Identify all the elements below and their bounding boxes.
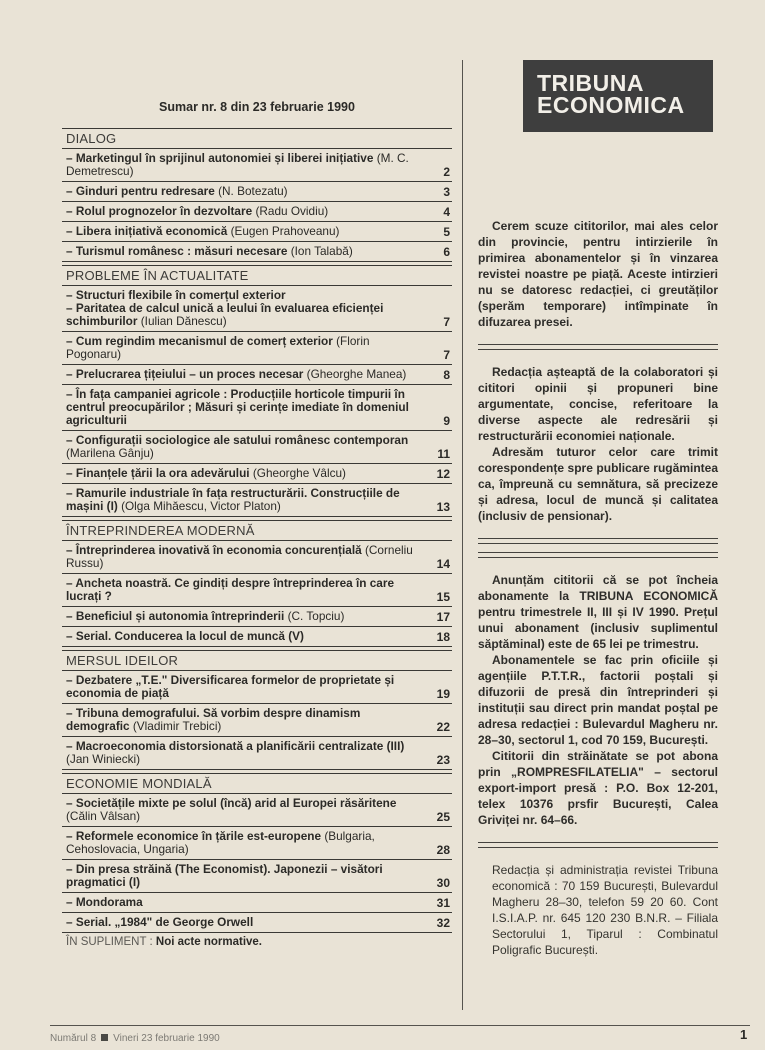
toc-entry-page: 9 xyxy=(443,414,450,428)
toc-entry-author: (Vladimir Trebici) xyxy=(132,719,222,733)
administration-note xyxy=(478,862,718,958)
masthead-line2: ECONOMICA xyxy=(537,92,685,118)
toc-entry-author: (C. Topciu) xyxy=(287,609,345,623)
toc-entry-page: 23 xyxy=(436,753,450,767)
toc-entry[interactable] xyxy=(62,627,452,647)
toc-entry-author: (Eugen Prahoveanu) xyxy=(230,224,340,238)
toc-entry-title: – Finanțele țării la ora adevărului xyxy=(66,466,250,480)
toc-entry-title: – Din presa străină (The Economist). Japonezii – visători pragmatici (I) xyxy=(66,862,383,889)
toc-entry-author: (Olga Mihăescu, Victor Platon) xyxy=(121,499,281,513)
toc-entry-title: – Macroeconomia distorsionată a planificării centralizate (III) xyxy=(66,739,405,753)
toc-entry-title: – Rolul prognozelor în dezvoltare xyxy=(66,204,253,218)
toc-entry-author: (M. C. Demetrescu) xyxy=(66,151,409,178)
toc-entry-page: 30 xyxy=(436,876,450,890)
toc-entry-author: (Jan Winiecki) xyxy=(66,752,141,766)
toc-entry-title: – Serial. Conducerea la locul de muncă (V) xyxy=(66,629,304,643)
notice-apology xyxy=(478,218,718,330)
toc-entry-title: – Structuri flexibile în comerțul exterior – Paritatea de calcul unică a leului în evaluarea eficienței schimburilor xyxy=(66,288,384,328)
toc-entry[interactable] xyxy=(62,222,452,242)
toc-entry[interactable] xyxy=(62,385,452,431)
notices-column xyxy=(478,60,718,958)
page-number: 1 xyxy=(740,1027,748,1042)
toc-entry-title: – Ginduri pentru redresare xyxy=(66,184,215,198)
toc-entry[interactable] xyxy=(62,704,452,737)
column-divider xyxy=(462,60,463,1010)
toc-entry[interactable] xyxy=(62,671,452,704)
toc-entry-page: 18 xyxy=(436,630,450,644)
toc-entry[interactable] xyxy=(62,431,452,464)
notice-editorial-p1: Redacția așteaptă de la colaboratori și cititori opinii și propuneri bine argumentate, concise, referitoare la diverse aspecte ale redresării și restructurării economiei naționale. xyxy=(478,365,718,443)
toc-entry-title: – Mondorama xyxy=(66,895,143,909)
toc-entry-title: – Dezbatere „T.E." Diversificarea formelor de proprietate și economia de piață xyxy=(66,673,395,700)
toc-entry-title: – Ramurile industriale în fața restructurării. Construcțiile de mașini (I) xyxy=(66,486,400,513)
toc-entry-author: (Marilena Gânju) xyxy=(66,446,154,460)
toc-entry-title: – Serial. „1984" de George Orwell xyxy=(66,915,254,929)
issue-date: Vineri 23 februarie 1990 xyxy=(113,1033,220,1044)
toc-entry-page: 6 xyxy=(443,245,450,259)
masthead-logo xyxy=(523,60,713,132)
toc-entry-author: (Florin Pogonaru) xyxy=(66,334,370,361)
supliment-note xyxy=(62,936,452,948)
toc-entry-page: 14 xyxy=(436,557,450,571)
toc-entry-page: 12 xyxy=(436,467,450,481)
toc-entry[interactable] xyxy=(62,827,452,860)
supliment-text: Noi acte normative. xyxy=(155,936,262,948)
toc-entry[interactable] xyxy=(62,484,452,517)
toc-entry-title: – Configurații sociologice ale satului românesc contemporan xyxy=(66,433,409,447)
toc-entry[interactable] xyxy=(62,365,452,385)
toc-entry-page: 19 xyxy=(436,687,450,701)
toc-entry-page: 32 xyxy=(436,916,450,930)
toc-entry[interactable] xyxy=(62,607,452,627)
toc-entry-title: – Reformele economice în țările est-europene xyxy=(66,829,322,843)
double-rule xyxy=(478,842,718,848)
toc-entry-page: 31 xyxy=(436,896,450,910)
toc-entry-title: – Tribuna demografului. Să vorbim despre dinamism demografic xyxy=(66,706,361,733)
toc-entry-author: (Bulgaria, Cehoslovacia, Ungaria) xyxy=(66,829,375,856)
toc-section-heading: MERSUL IDEILOR xyxy=(62,650,452,671)
toc-entry[interactable] xyxy=(62,541,452,574)
toc-entry-title: – Societățile mixte pe solul (încă) arid al Europei răsăritene xyxy=(66,796,397,810)
notice-editorial-p2: Adresăm tuturor celor care trimit corespondențe spre publicare rugămintea ca, împreună cu semnătura, să precizeze și adresa, locul de muncă și calitatea (inclusiv de pensionar). xyxy=(478,445,718,523)
toc-entry[interactable] xyxy=(62,202,452,222)
toc-entry-title: – Beneficiul și autonomia întreprinderii xyxy=(66,609,285,623)
toc-entry-page: 8 xyxy=(443,368,450,382)
footer xyxy=(50,1033,220,1044)
toc-entry-page: 22 xyxy=(436,720,450,734)
toc-entry-author: (Corneliu Russu) xyxy=(66,543,413,570)
notice-subscriptions xyxy=(478,572,718,828)
toc-entry-author: (Radu Ovidiu) xyxy=(255,204,329,218)
notice-subscriptions-p1: Anunțăm cititorii că se pot încheia abonamente la TRIBUNA ECONOMICĂ pentru trimestrele II, III și IV 1990. Prețul unui abonament (inclusiv suplimentul săptăminal) este de 65 lei pe trimestru. xyxy=(478,573,718,651)
toc-entry-title: – În fața campaniei agricole : Producțiile horticole timpurii în centrul preocupărilor ; Măsuri și cerințe imediate în domeniul agriculturii xyxy=(66,387,409,427)
toc-entry-page: 11 xyxy=(437,447,450,461)
toc-entry-title: – Libera inițiativă economică xyxy=(66,224,228,238)
toc-entry-author: (N. Botezatu) xyxy=(218,184,288,198)
table-of-contents xyxy=(62,100,452,948)
toc-entry-page: 7 xyxy=(443,348,450,362)
toc-entry[interactable] xyxy=(62,182,452,202)
toc-entry-title: – Marketingul în sprijinul autonomiei și liberei inițiative xyxy=(66,151,374,165)
notice-subscriptions-p3: Cititorii din străinătate se pot abona prin „ROMPRESFILATELIA" – sectorul export-import presă : P.O. Box 12-201, telex 10376 prsfir București, Calea Griviței nr. 64–66. xyxy=(478,749,718,827)
double-rule xyxy=(478,538,718,544)
notice-subscriptions-p2: Abonamentele se fac prin oficiile și agențiile P.T.T.R., factorii poștali și difuzorii de presă din întreprinderi și instituții sau direct prin mandat poștal pe adresa redacției : Bulevardul Magheru nr. 28–30, sectorul 1, cod 70 159, București. xyxy=(478,653,718,747)
toc-entry-page: 7 xyxy=(443,315,450,329)
toc-entry[interactable] xyxy=(62,242,452,262)
toc-entry-author: (Gheorghe Manea) xyxy=(306,367,407,381)
toc-entry-page: 28 xyxy=(436,843,450,857)
masthead-line1: TRIBUNA xyxy=(537,70,644,96)
toc-section-heading: PROBLEME ÎN ACTUALITATE xyxy=(62,265,452,286)
toc-entry-author: (Călin Vâlsan) xyxy=(66,809,141,823)
footer-rule xyxy=(50,1025,750,1026)
toc-entry-page: 25 xyxy=(436,810,450,824)
toc-entry-page: 17 xyxy=(436,610,450,624)
toc-section-heading: DIALOG xyxy=(62,128,452,149)
toc-entry-page: 15 xyxy=(436,590,450,604)
toc-entry-page: 13 xyxy=(436,500,450,514)
double-rule xyxy=(478,344,718,350)
double-rule xyxy=(478,552,718,558)
toc-section-heading: ÎNTREPRINDEREA MODERNĂ xyxy=(62,520,452,541)
issue-number: Numărul 8 xyxy=(50,1033,97,1044)
toc-entry-page: 4 xyxy=(443,205,450,219)
square-bullet-icon xyxy=(101,1034,108,1041)
toc-entry[interactable] xyxy=(62,860,452,893)
toc-entry[interactable] xyxy=(62,574,452,607)
toc-entry-title: – Întreprinderea inovativă în economia concurențială xyxy=(66,543,362,557)
notice-editorial xyxy=(478,364,718,524)
notice-apology-text: Cerem scuze cititorilor, mai ales celor din provincie, pentru intirzierile în primirea abonamentelor și în vinzarea revistei noastre pe piață. Aceste intirzieri nu se datoresc redacției, ci greutăților (sperăm temporare) intîmpinate în difuzarea presei. xyxy=(478,219,718,329)
toc-sections xyxy=(62,128,452,933)
toc-entry-page: 5 xyxy=(443,225,450,239)
supliment-label: ÎN SUPLIMENT : xyxy=(66,936,153,948)
toc-entry-title: – Turismul românesc : măsuri necesare xyxy=(66,244,288,258)
toc-entry[interactable] xyxy=(62,286,452,332)
toc-entry[interactable] xyxy=(62,893,452,913)
toc-entry-author: (Ion Talabă) xyxy=(290,244,353,258)
toc-section-heading: ECONOMIE MONDIALĂ xyxy=(62,773,452,794)
administration-text: Redacția și administrația revistei Tribuna economică : 70 159 București, Bulevardul Magheru 28–30, telefon 59 20 60. Cont I.S.I.A.P. nr. 645 120 230 B.N.R. – Filiala Sectorului 1, Tiparul : Combinatul Poligrafic București. xyxy=(492,863,718,957)
toc-entry[interactable] xyxy=(62,332,452,365)
toc-entry-author: (Iulian Dănescu) xyxy=(140,314,227,328)
toc-entry-page: 2 xyxy=(443,165,450,179)
toc-entry-title: – Ancheta noastră. Ce gindiți despre întreprinderea în care lucrați ? xyxy=(66,576,395,603)
toc-entry-page: 3 xyxy=(443,185,450,199)
toc-entry-author: (Gheorghe Vâlcu) xyxy=(252,466,346,480)
toc-entry-title: – Prelucrarea țițeiului – un proces necesar xyxy=(66,367,304,381)
toc-entry[interactable] xyxy=(62,149,452,182)
toc-entry[interactable] xyxy=(62,794,452,827)
toc-entry[interactable] xyxy=(62,464,452,484)
toc-entry-title: – Cum regindim mecanismul de comerț exterior xyxy=(66,334,333,348)
toc-entry[interactable] xyxy=(62,737,452,770)
toc-heading: Sumar nr. 8 din 23 februarie 1990 xyxy=(159,100,355,114)
toc-entry[interactable] xyxy=(62,913,452,933)
